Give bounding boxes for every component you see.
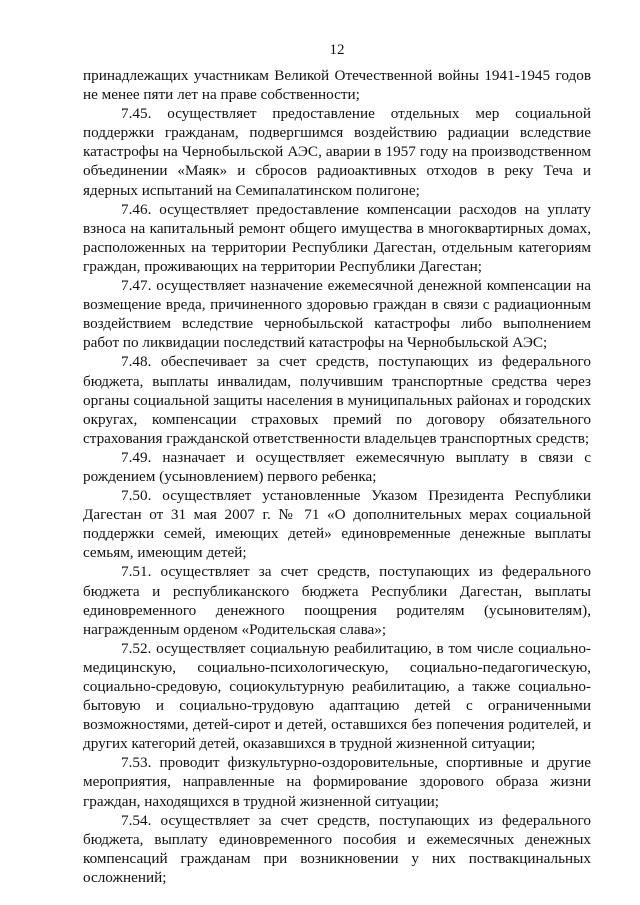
paragraph-continuation: принадлежащих участникам Великой Отечественной войны 1941-1945 годов не менее пяти лет на праве собственности; — [83, 67, 591, 104]
paragraph-7-51: 7.51. осуществляет за счет средств, поступающих из федерального бюджета и республиканского бюджета Республики Дагестан, выплаты единовременного денежного поощрения родителям (усыновителям), награжденным орденом «Родительская слава»; — [83, 563, 591, 638]
paragraph-7-52: 7.52. осуществляет социальную реабилитацию, в том числе социально-медицинскую, социально-психологическую, социально-педагогическую, социально-средовую, социокультурную реабилитацию, а также социально-бытовую и социально-трудовую адаптацию детей с ограниченными возможностями, детей-сирот и детей, оставшихся без попечения родителей, и других категорий детей, оказавшихся в трудной жизненной ситуации; — [83, 639, 591, 753]
paragraph-7-50: 7.50. осуществляет установленные Указом Президента Республики Дагестан от 31 мая 2007 г. № 71 «О дополнительных мерах социальной поддержки семей, имеющих детей» единовременные денежные выплаты семьям, имеющим детей; — [83, 487, 591, 562]
paragraph-7-49: 7.49. назначает и осуществляет ежемесячную выплату в связи с рождением (усыновлением) первого ребенка; — [83, 448, 591, 485]
paragraph-7-47: 7.47. осуществляет назначение ежемесячной денежной компенсации на возмещение вреда, причиненного здоровью граждан в связи с радиационным воздействием вследствие чернобыльской катастрофы либо выполнением работ по ликвидации последствий катастрофы на Чернобыльской АЭС; — [83, 277, 591, 352]
document-page — [83, 40, 591, 887]
paragraph-7-46: 7.46. осуществляет предоставление компенсации расходов на уплату взноса на капитальный ремонт общего имущества в многоквартирных домах, расположенных на территории Республики Дагестан, отдельным категориям граждан, проживающих на территории Республики Дагестан; — [83, 200, 591, 275]
paragraph-7-54: 7.54. осуществляет за счет средств, поступающих из федерального бюджета, выплату единовременного пособия и ежемесячных денежных компенсаций гражданам при возникновении у них поствакцинальных осложнений; — [83, 811, 591, 886]
page-number: 12 — [329, 42, 345, 58]
paragraph-7-45: 7.45. осуществляет предоставление отдельных мер социальной поддержки гражданам, подвергшимся воздействию радиации вследствие катастрофы на Чернобыльской АЭС, аварии в 1957 году на производственном объединении «Маяк» и сбросов радиоактивных отходов в реку Теча и ядерных испытаний на Семипалатинском полигоне; — [83, 105, 591, 199]
paragraph-7-48: 7.48. обеспечивает за счет средств, поступающих из федерального бюджета, выплаты инвалидам, получившим транспортные средства через органы социальной защиты населения в муниципальных районах и городских округах, компенсации страховых премий по договору обязательного страхования гражданской ответственности владельцев транспортных средств; — [83, 353, 591, 447]
paragraph-7-53: 7.53. проводит физкультурно-оздоровительные, спортивные и другие мероприятия, направленные на формирование здорового образа жизни граждан, находящихся в трудной жизненной ситуации; — [83, 754, 591, 810]
